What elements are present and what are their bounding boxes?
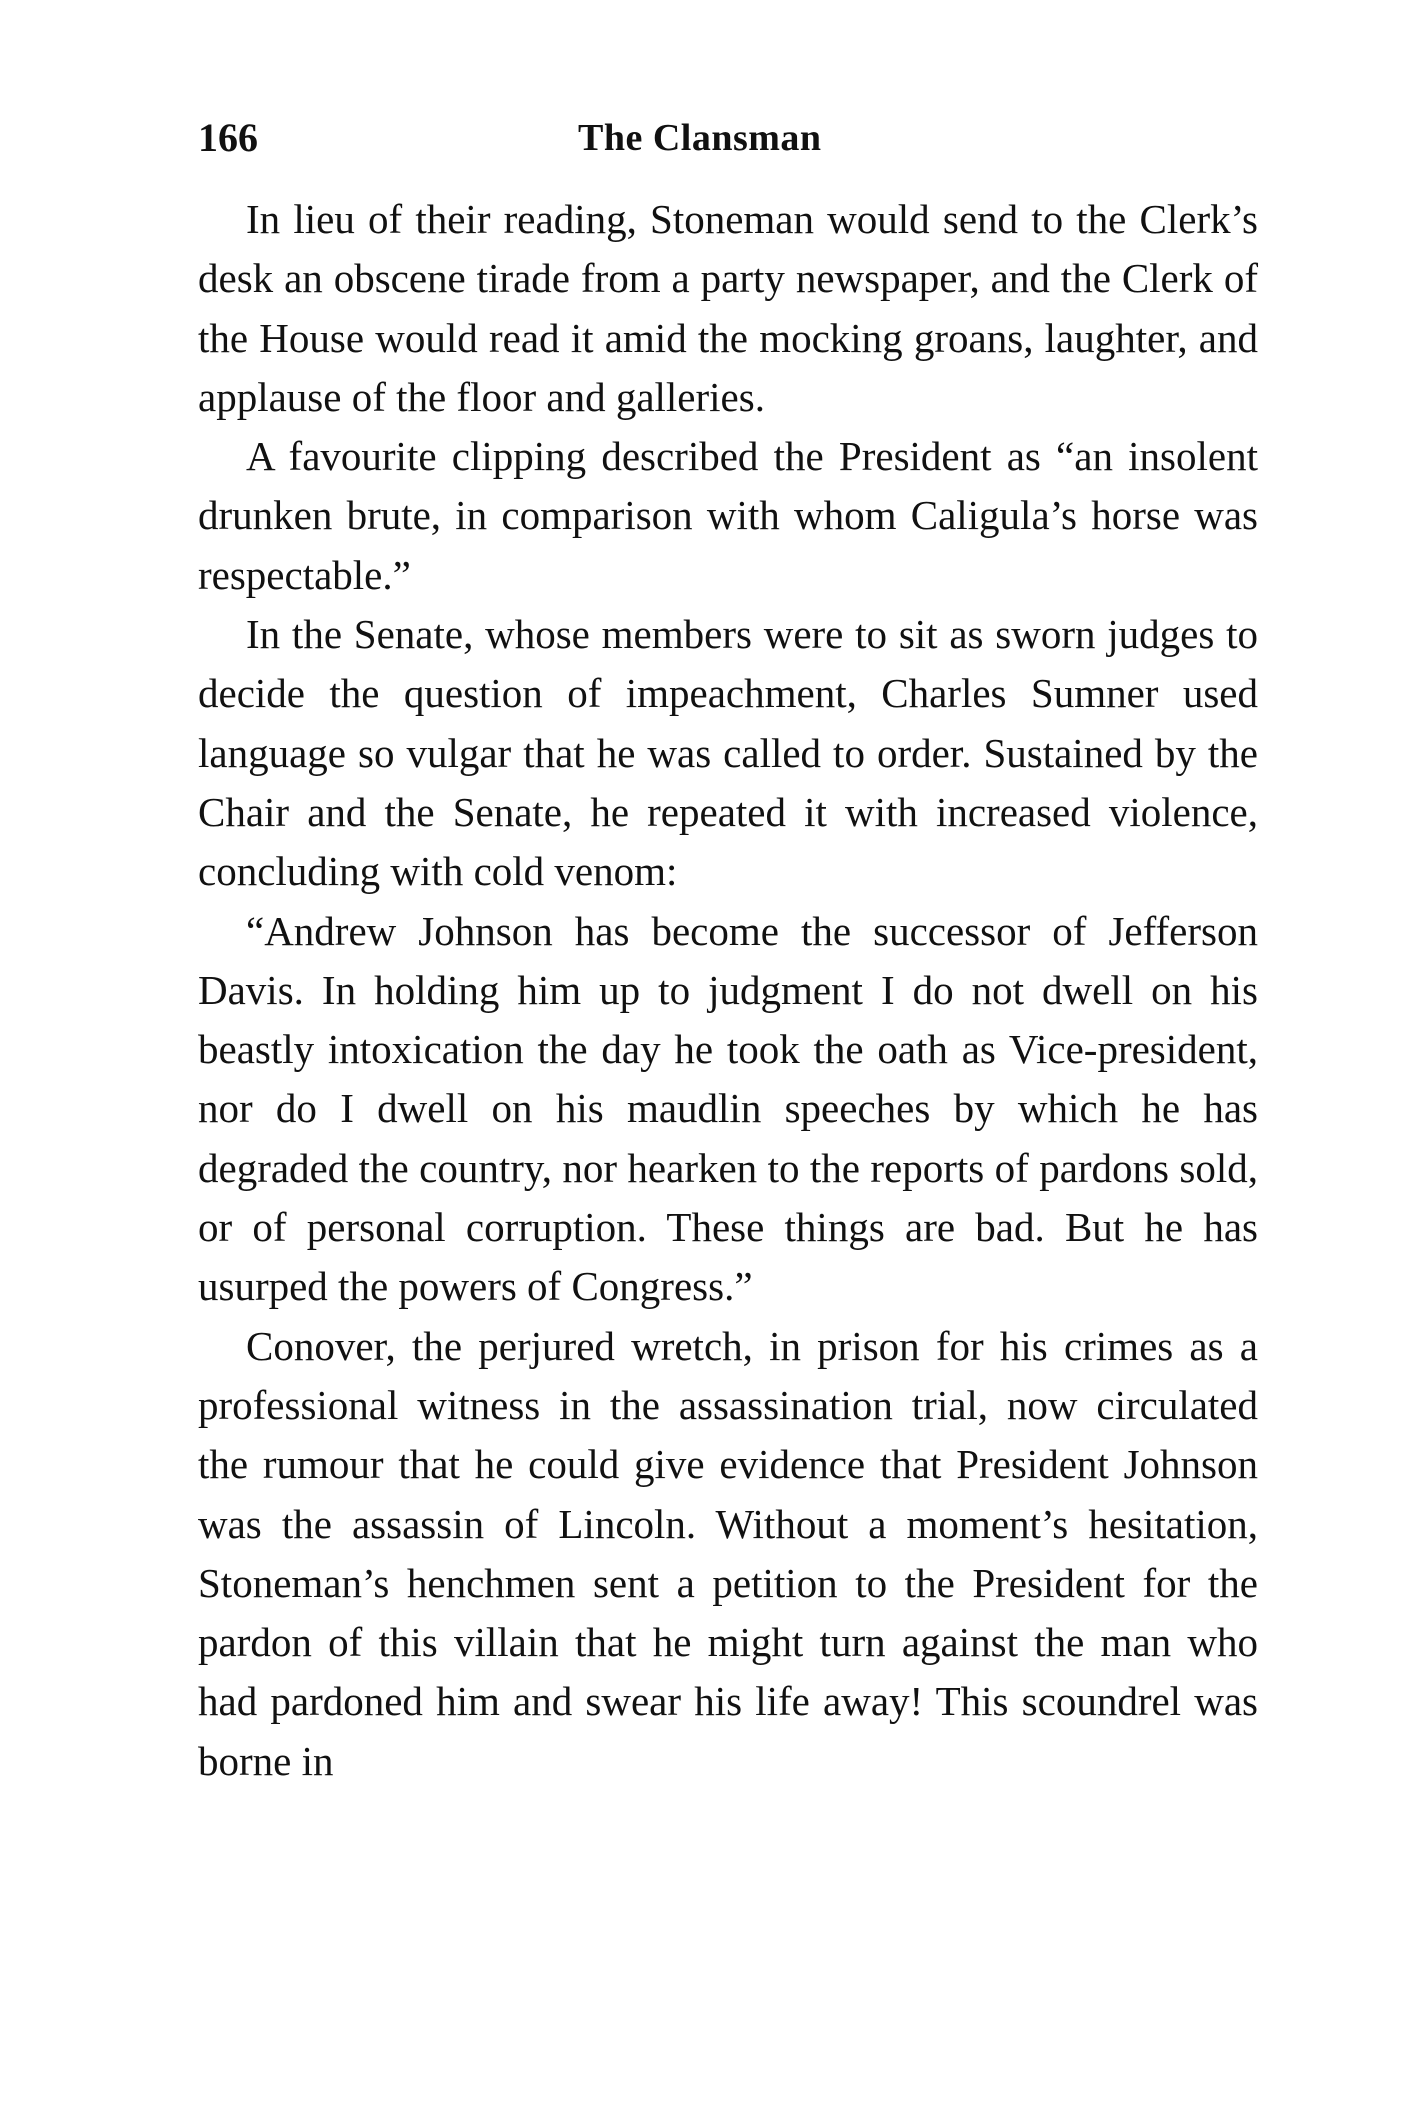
paragraph-conover: Conover, the perjured wretch, in prison for his crimes as a professional witness in the assassination trial, now circulated the rumour that he could give evidence that President Johnson was the assassin of Lincoln. Without a moment’s hesitation, Stoneman’s henchmen sent a petition to the President for the pardon of this villain that he might turn against the man who had pardoned him and swear his life away! This scoundrel was borne in (198, 1322, 1258, 1784)
page-number: 166 (198, 115, 258, 160)
paragraph-favourite-clipping: A favourite clipping described the President as “an insolent drunken brute, in comparison with whom Caligula’s horse was respectable.” (198, 433, 1258, 598)
running-title: The Clansman (578, 117, 822, 159)
paragraph-senate-sumner: In the Senate, whose members were to sit as sworn judges to decide the question of impeachment, Charles Sumner used language so vulgar that he was called to order. Sustained by the Chair and the Senate, he repeated it with increased violence, concluding with cold venom: (198, 611, 1258, 895)
running-head (198, 108, 1258, 168)
paragraph-reading-tirade: In lieu of their reading, Stoneman would send to the Clerk’s desk an obscene tirade from a party newspaper, and the Clerk of the House would read it amid the mocking groans, laughter, and applause of the floor and galleries. (198, 196, 1258, 420)
paragraph-sumner-quote: “Andrew Johnson has become the successor of Jefferson Davis. In holding him up to judgment I do not dwell on his beastly intoxication the day he took the oath as Vice-president, nor do I dwell on his maudlin speeches by which he has degraded the country, nor hearken to the reports of pardons sold, or of personal corruption. These things are bad. But he has usurped the powers of Congress.” (198, 907, 1258, 1310)
body-text (198, 190, 1258, 2010)
